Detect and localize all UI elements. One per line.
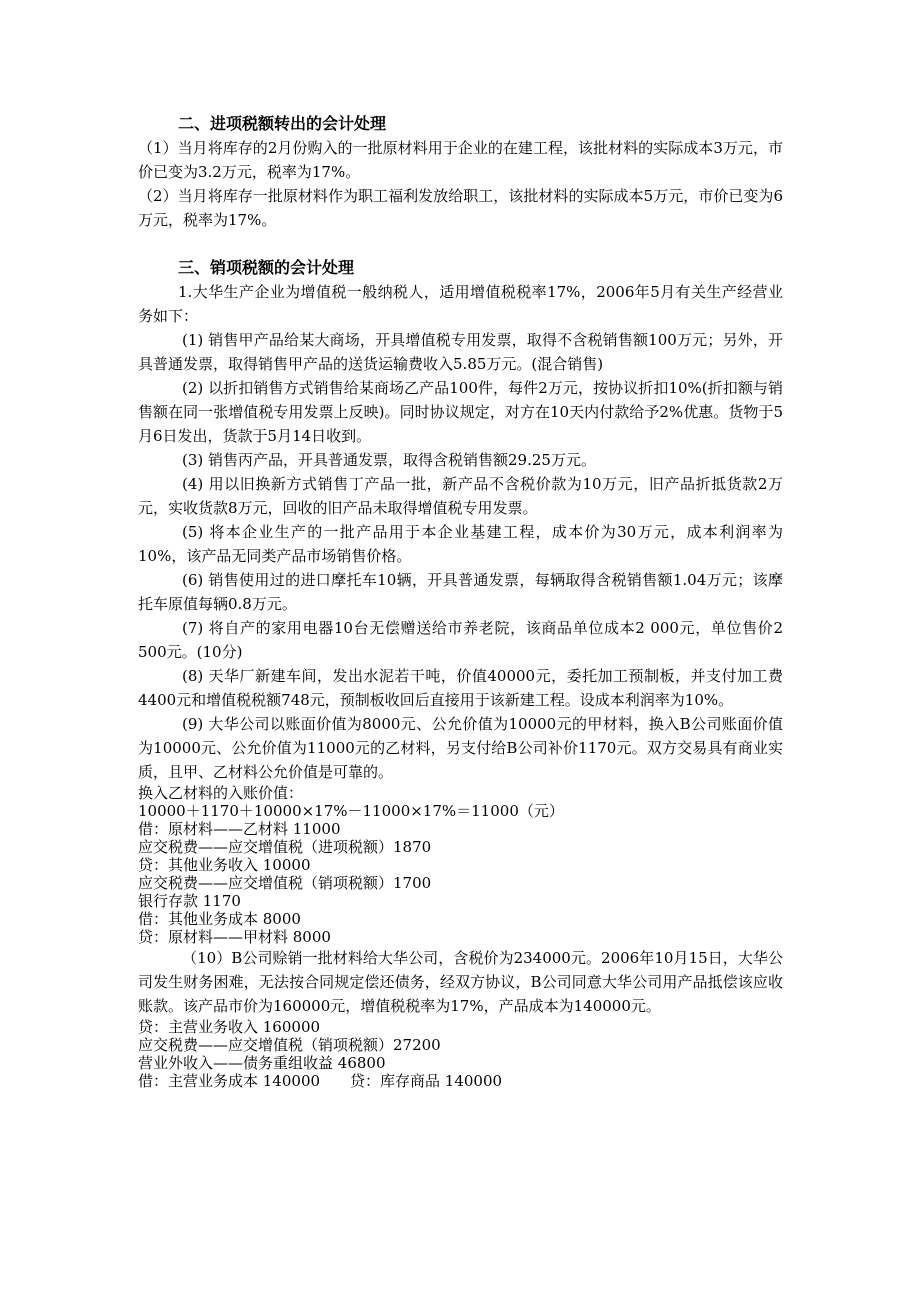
entry-line: 贷：原材料——甲材料 8000 (138, 928, 331, 946)
entry-line: 应交税费——应交增值税（进项税额）1870 (138, 838, 432, 856)
item-8: (8) 天华厂新建车间，发出水泥若干吨，价值40000元，委托加工预制板，并支付加工费4400元和增值税税额748元，预制板收回后直接用于该新建工程。设成本利润率为10%。 (138, 667, 783, 709)
item-4: (4) 用以旧换新方式销售丁产品一批，新产品不含税价款为10万元，旧产品折抵货款2万元，实收货款8万元，回收的旧产品未取得增值税专用发票。 (138, 475, 783, 517)
entry-line: 借：主营业务成本 140000 贷：库存商品 140000 (138, 1072, 503, 1090)
section-3-heading: 三、销项税额的会计处理 (178, 258, 355, 277)
section-2-paragraph-2: （2）当月将库存一批原材料作为职工福利发放给职工，该批材料的实际成本5万元，市价已变为6万元，税率为17%。 (138, 187, 783, 229)
section-2-paragraph-1: （1）当月将库存的2月份购入的一批原材料用于企业的在建工程，该批材料的实际成本3万元，市价已变为3.2万元，税率为17%。 (138, 139, 783, 181)
item-2: (2) 以折扣销售方式销售给某商场乙产品100件，每件2万元，按协议折扣10%(折扣额与销售额在同一张增值税专用发票上反映)。同时协议规定，对方在10天内付款给予2%优惠。货物于5月6日发出，货款于5月14日收到。 (138, 379, 783, 445)
entry-line: 借：原材料——乙材料 11000 (138, 820, 341, 838)
item-7: (7) 将自产的家用电器10台无偿赠送给市养老院，该商品单位成本2 000元，单位售价2 500元。(10分) (138, 619, 783, 661)
spacer (138, 232, 783, 256)
entry-line: 应交税费——应交增值税（销项税额）1700 (138, 874, 432, 892)
item-9-entries (138, 784, 783, 946)
entry-line: 贷：其他业务收入 10000 (138, 856, 311, 874)
item-10-entries (138, 1018, 783, 1090)
entry-line: 借：其他业务成本 8000 (138, 910, 301, 928)
entry-line: 10000＋1170＋10000×17%－11000×17%＝11000（元） (138, 802, 564, 820)
section-3-intro: 1.大华生产企业为增值税一般纳税人，适用增值税税率17%，2006年5月有关生产经营业务如下： (138, 283, 783, 325)
entry-line: 营业外收入——债务重组收益 46800 (138, 1054, 386, 1072)
item-6: (6) 销售使用过的进口摩托车10辆，开具普通发票，每辆取得含税销售额1.04万元；该摩托车原值每辆0.8万元。 (138, 571, 783, 613)
entry-line: 银行存款 1170 (138, 892, 241, 910)
item-3: (3) 销售丙产品，开具普通发票，取得含税销售额29.25万元。 (182, 451, 596, 469)
item-1: (1) 销售甲产品给某大商场，开具增值税专用发票，取得不含税销售额100万元；另外，开具普通发票，取得销售甲产品的送货运输费收入5.85万元。(混合销售) (138, 331, 783, 373)
document-body (138, 112, 783, 1090)
item-9: (9) 大华公司以账面价值为8000元、公允价值为10000元的甲材料，换入B公司账面价值为10000元、公允价值为11000元的乙材料，另支付给B公司补价1170元。双方交易具有商业实质，且甲、乙材料公允价值是可靠的。 (138, 715, 783, 781)
item-5: (5) 将本企业生产的一批产品用于本企业基建工程，成本价为30万元，成本利润率为10%，该产品无同类产品市场销售价格。 (138, 523, 783, 565)
section-2-heading: 二、进项税额转出的会计处理 (178, 114, 387, 133)
entry-line: 贷：主营业务收入 160000 (138, 1018, 321, 1036)
entry-line: 换入乙材料的入账价值： (138, 784, 304, 802)
item-10: （10）B公司赊销一批材料给大华公司，含税价为234000元。2006年10月15日，大华公司发生财务困难，无法按合同规定偿还债务，经双方协议，B公司同意大华公司用产品抵偿该应收账款。该产品市价为160000元，增值税税率为17%，产品成本为140000元。 (138, 949, 783, 1015)
entry-line: 应交税费——应交增值税（销项税额）27200 (138, 1036, 441, 1054)
